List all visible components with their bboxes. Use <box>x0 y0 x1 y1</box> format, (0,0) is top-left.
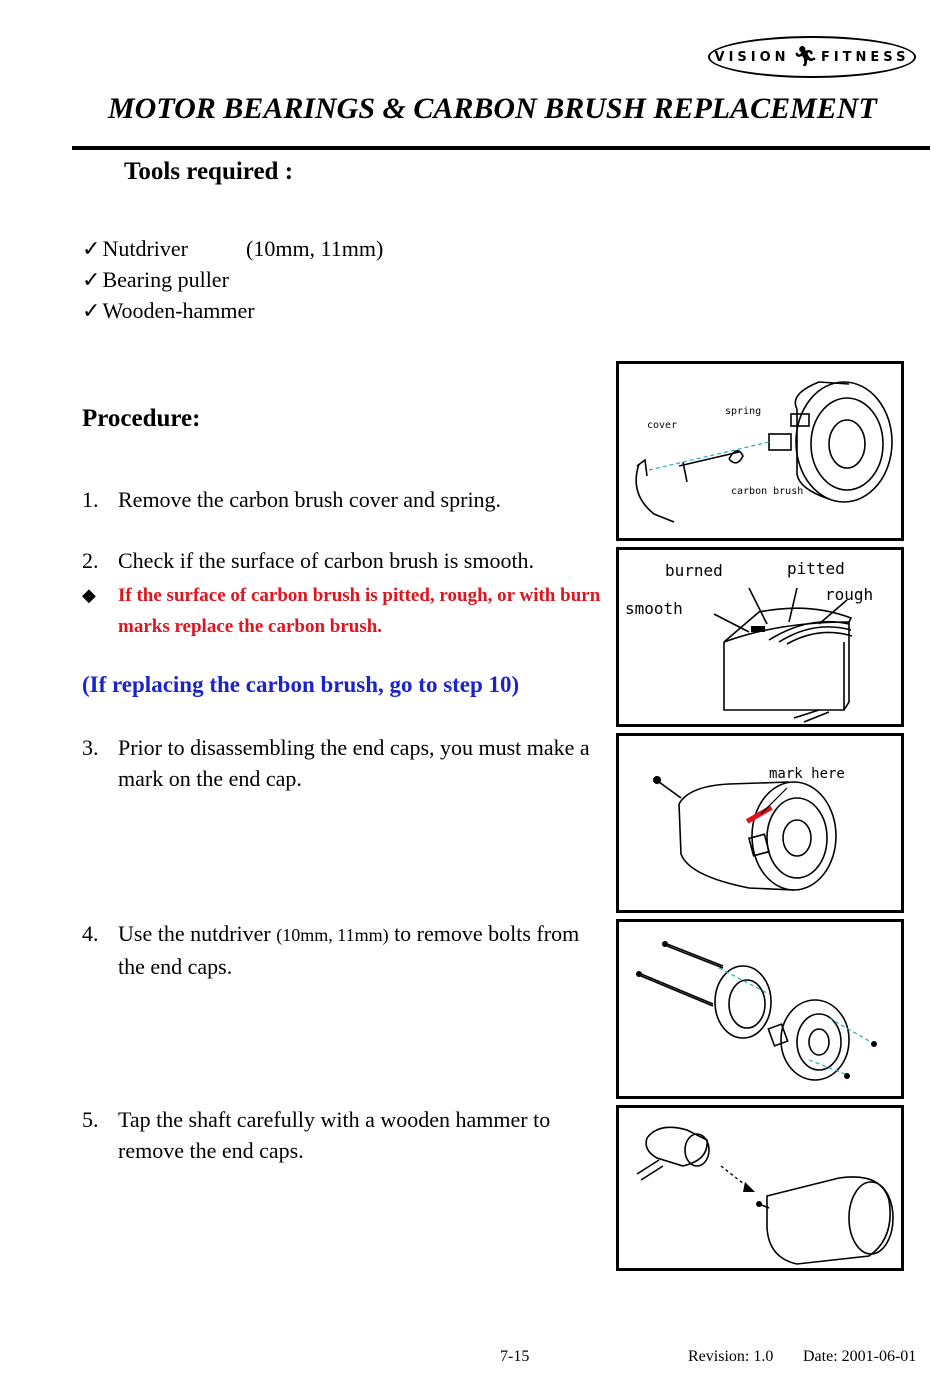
mark-end-cap-diagram <box>619 736 901 910</box>
step-text: Check if the surface of carbon brush is smooth. <box>118 548 535 573</box>
tool-size: (10mm, 11mm) <box>246 236 384 261</box>
step-text <box>118 918 602 982</box>
tool-item <box>82 236 384 262</box>
logo-text-left: VISION <box>714 49 790 65</box>
label-spring: spring <box>725 406 762 417</box>
tap-shaft-diagram <box>619 1108 901 1268</box>
page-number: 7-15 <box>500 1348 530 1365</box>
logo-text-right: FITNESS <box>820 49 910 65</box>
figure-remove-bolts <box>616 919 904 1099</box>
step-number: 3. <box>82 735 99 760</box>
figure-brush-cover <box>616 361 904 541</box>
figure-mark-end-cap <box>616 733 904 913</box>
figure-brush-surface <box>616 547 904 727</box>
brush-surface-diagram <box>619 550 901 724</box>
warning-text: If the surface of carbon brush is pitted, rough, or with burn marks replace the carbon brush. <box>118 585 601 637</box>
title-divider <box>72 146 930 150</box>
label-pitted: pitted <box>787 559 845 578</box>
step-number: 5. <box>82 1107 99 1132</box>
label-carbon-brush: carbon brush <box>731 486 804 497</box>
label-rough: rough <box>825 585 874 604</box>
tools-heading: Tools required : <box>124 158 294 185</box>
label-smooth: smooth <box>625 599 683 618</box>
check-icon: ✓ <box>82 267 101 292</box>
step-text-pre: Use the nutdriver <box>118 921 277 946</box>
brush-cover-diagram <box>619 364 901 538</box>
step-number: 1. <box>82 487 99 512</box>
step-text: Remove the carbon brush cover and spring. <box>118 487 502 512</box>
tool-name: Bearing puller <box>102 267 229 292</box>
step-text: Tap the shaft carefully with a wooden hammer to remove the end caps. <box>118 1107 551 1163</box>
check-icon: ✓ <box>82 298 101 323</box>
diamond-bullet-icon: ◆ <box>82 585 96 605</box>
step-text-size: (10mm, 11mm) <box>276 925 389 945</box>
tool-item <box>82 298 255 324</box>
step-text-post: to remove bolts from the end caps. <box>118 921 580 979</box>
tool-name: Nutdriver <box>102 236 188 261</box>
skip-note: (If replacing the carbon brush, go to step 10) <box>82 672 520 697</box>
step-number: 2. <box>82 548 99 573</box>
page-title: MOTOR BEARINGS & CARBON BRUSH REPLACEMENT <box>108 92 877 125</box>
step-text: Prior to disassembling the end caps, you must make a mark on the end cap. <box>118 735 590 791</box>
step-number: 4. <box>82 921 99 946</box>
vision-fitness-logo <box>708 36 916 78</box>
label-burned: burned <box>665 561 723 580</box>
procedure-heading: Procedure: <box>82 405 201 432</box>
tool-name: Wooden-hammer <box>102 298 255 323</box>
label-cover: cover <box>647 420 678 431</box>
check-icon: ✓ <box>82 236 101 261</box>
revision: Revision: 1.0 <box>688 1348 774 1365</box>
label-mark-here: mark here <box>769 766 845 782</box>
remove-bolts-diagram <box>619 922 901 1096</box>
runner-icon: 🏃︎ <box>792 46 818 68</box>
revision-date: Date: 2001-06-01 <box>803 1348 917 1365</box>
figure-tap-shaft <box>616 1105 904 1271</box>
tool-item <box>82 267 229 293</box>
